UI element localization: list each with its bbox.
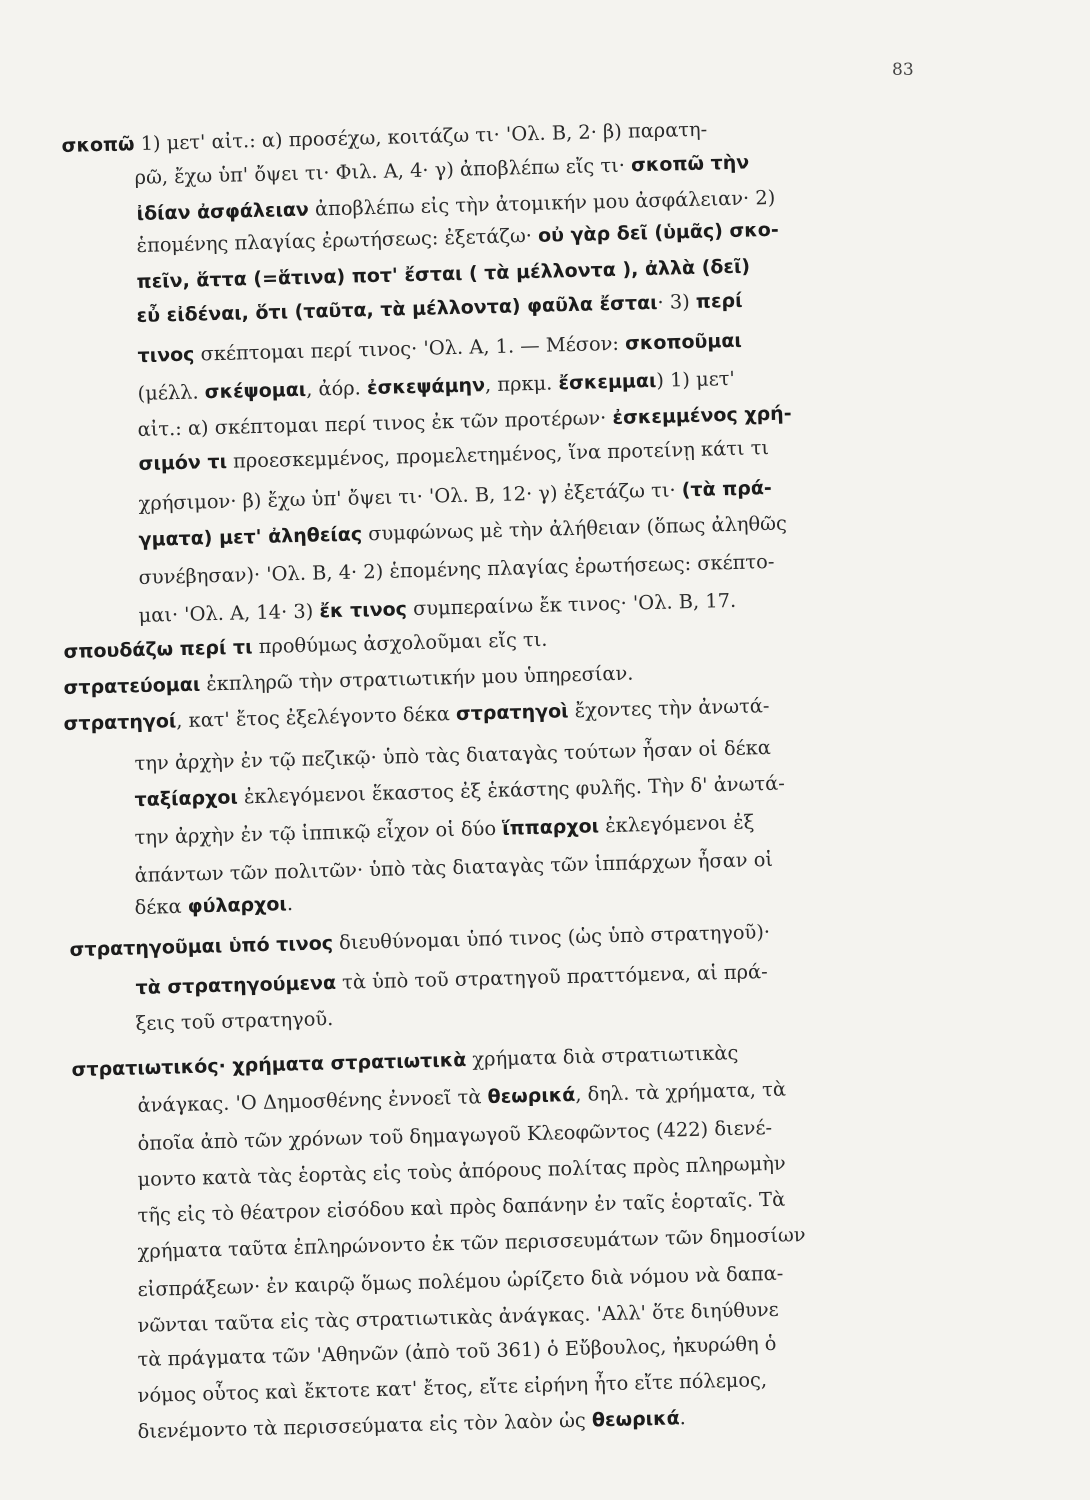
text-line: σκοπῶ 1) μετ' αἰτ.: α) προσέχω, κοιτάζω τι· 'Ολ. Β, 2· β) παρατη-: [61, 117, 708, 158]
dictionary-text: [0, 118, 1090, 1458]
text-line: μαι· 'Ολ. Α, 14· 3) ἔκ τινος συμπεραίνω ἔκ τινος· 'Ολ. Β, 17.: [138, 588, 737, 628]
text-line: εὖ εἰδέναι, ὅτι (ταῦτα, τὰ μέλλοντα) φαῦλα ἔσται· 3) περί: [136, 289, 743, 328]
text-line: ὁποῖα ἀπὸ τῶν χρόνων τοῦ δημαγωγοῦ Κλεοφῶντος (422) διενέ-: [137, 1115, 773, 1156]
text-line: ἁπάντων τῶν πολιτῶν· ὑπὸ τὰς διαταγὰς τῶν ἱππάρχων ἦσαν οἱ: [134, 847, 774, 888]
text-line: ἀνάγκας. 'Ο Δημοσθένης ἐννοεῖ τὰ θεωρικά, δηλ. τὰ χρήματα, τὰ: [137, 1077, 787, 1118]
text-line: αἰτ.: α) σκέπτομαι περί τινος ἐκ τῶν προτέρων· ἐσκεμμένος χρή-: [137, 402, 792, 442]
text-line: μοντο κατὰ τὰς ἑορτὰς εἰς τοὺς ἀπόρους πολίτας πρὸς πληρωμὴν: [137, 1151, 786, 1192]
text-line: τῆς εἰς τὸ θέατρον εἰσόδου καὶ πρὸς δαπάνην ἐν ταῖς ἑορταῖς. Τὰ: [137, 1187, 786, 1228]
text-line: στρατηγοί, κατ' ἔτος ἐξελέγοντο δέκα στρατηγοὶ ἔχοντες τὴν ἀνωτά-: [63, 694, 770, 736]
text-line: στρατιωτικός· χρήματα στρατιωτικὰ χρήματα διὰ στρατιωτικὰς: [71, 1041, 739, 1082]
text-line: ταξίαρχοι ἐκλεγόμενοι ἕκαστος ἐξ ἑκάστης φυλῆς. Τὴν δ' ἀνωτά-: [134, 771, 786, 812]
text-line: την ἀρχὴν ἐν τῷ ἱππικῷ εἶχον οἱ δύο ἵππαρχοι ἐκλεγόμενοι ἐξ: [134, 810, 755, 850]
text-line: χρήσιμον· β) ἔχω ὑπ' ὄψει τι· 'Ολ. Β, 12· γ) ἐξετάζω τι· (τὰ πρά-: [138, 476, 773, 516]
text-line: σιμόν τι προεσκεμμένος, προμελετημένος, ἵνα προτείνῃ κάτι τι: [138, 436, 770, 476]
text-line: ἰδίαν ἀσφάλειαν ἀποβλέπω εἰς τὴν ἀτομικήν μου ἀσφάλειαν· 2): [136, 185, 776, 226]
page-number: 83: [892, 60, 914, 80]
text-line: νόμος οὗτος καὶ ἔκτοτε κατ' ἔτος, εἴτε εἰρήνη ἦτο εἴτε πόλεμος,: [137, 1368, 768, 1408]
text-line: (μέλλ. σκέψομαι, ἀόρ. ἐσκεψάμην, πρκμ. ἔσκεμμαι) 1) μετ': [137, 366, 736, 406]
text-line: τὰ στρατηγούμενα τὰ ὑπὸ τοῦ στρατηγοῦ πραττόμενα, αἱ πρά-: [135, 960, 768, 1000]
text-line: τὰ πράγματα τῶν 'Αθηνῶν (ἀπὸ τοῦ 361) ὁ Εὔβουλος, ἠκυρώθη ὁ: [137, 1331, 777, 1372]
text-line: την ἀρχὴν ἐν τῷ πεζικῷ· ὑπὸ τὰς διαταγὰς τούτων ἦσαν οἱ δέκα: [134, 735, 772, 776]
text-line: σπουδάζω περί τι προθύμως ἀσχολοῦμαι εἴς τι.: [63, 627, 548, 664]
text-line: τινος σκέπτομαι περί τινος· 'Ολ. Α, 1. — Μέσον: σκοποῦμαι: [137, 329, 743, 368]
text-line: στρατηγοῦμαι ὑπό τινος διευθύνομαι ὑπό τινος (ὡς ὑπὸ στρατηγοῦ)·: [69, 920, 771, 962]
text-line: νῶνται ταῦτα εἰς τὰς στρατιωτικὰς ἀνάγκας. 'Αλλ' ὅτε διηύθυνε: [137, 1297, 779, 1338]
text-line: χρήματα ταῦτα ἐπληρώνοντο ἐκ τῶν περισσευμάτων τῶν δημοσίων: [137, 1223, 806, 1264]
text-line: ἑπομένης πλαγίας ἐρωτήσεως: ἐξετάζω· οὐ γὰρ δεῖ (ὑμᾶς) σκο-: [136, 218, 779, 258]
text-line: ξεις τοῦ στρατηγοῦ.: [135, 1007, 334, 1036]
text-line: γματα) μετ' ἀληθείας συμφώνως μὲ τὴν ἀλήθειαν (ὅπως ἀληθῶς: [138, 511, 788, 552]
text-line: διενέμοντο τὰ περισσεύματα εἰς τὸν λαὸν ὡς θεωρικά.: [137, 1406, 687, 1444]
text-line: στρατεύομαι ἐκπληρῶ τὴν στρατιωτικήν μου ὑπηρεσίαν.: [63, 661, 634, 700]
text-line: δέκα φύλαρχοι.: [134, 892, 294, 920]
text-line: ρῶ, ἔχω ὑπ' ὄψει τι· Φιλ. Α, 4· γ) ἀποβλέπω εἴς τι· σκοπῶ τὴν: [134, 151, 750, 190]
text-line: εἰσπράξεων· ἐν καιρῷ ὅμως πολέμου ὡρίζετο διὰ νόμου νὰ δαπα-: [137, 1261, 784, 1302]
text-line: πεῖν, ἅττα (=ἅτινα) ποτ' ἔσται ( τὰ μέλλοντα ), ἀλλὰ (δεῖ): [136, 255, 751, 294]
text-line: συνέβησαν)· 'Ολ. Β, 4· 2) ἑπομένης πλαγίας ἐρωτήσεως: σκέπτο-: [138, 549, 775, 590]
